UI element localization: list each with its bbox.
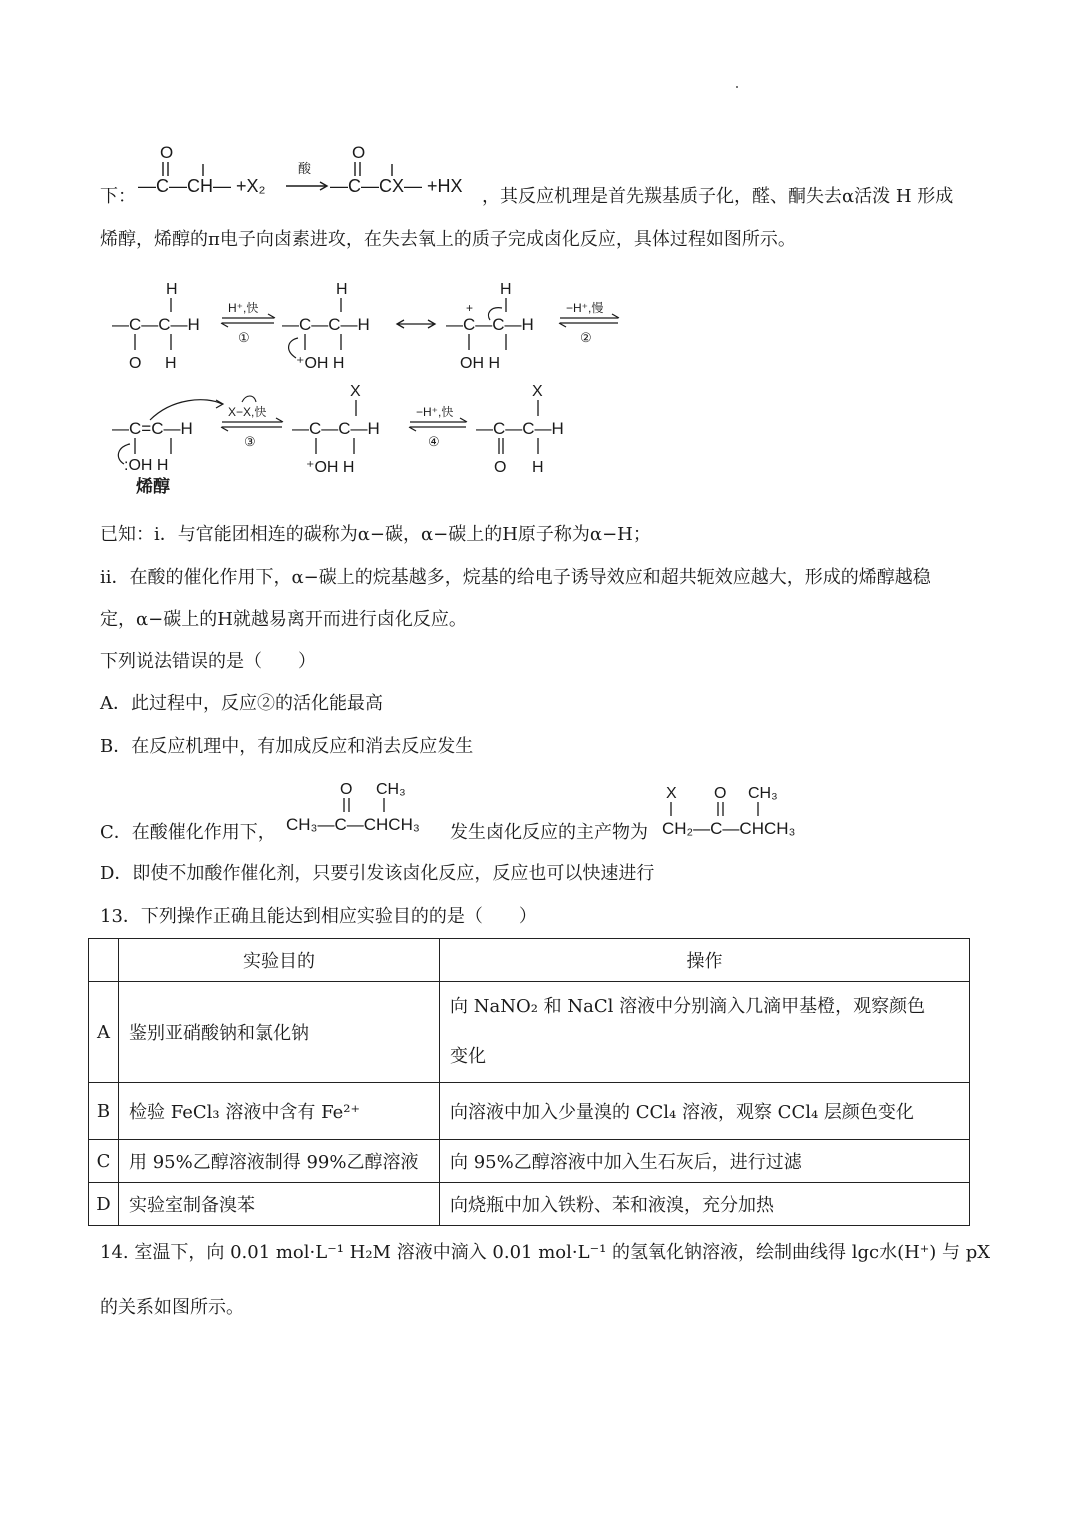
step2-num: ② [580,330,592,345]
svg-text:X: X [666,785,677,802]
svg-text:O: O [714,785,727,802]
svg-text:CH₃—C—CHCH₃: CH₃—C—CHCH₃ [286,815,420,834]
row-operation: 向溶液中加入少量溴的 CCl₄ 溶液，观察 CCl₄ 层颜色变化 [440,1083,970,1140]
svg-text:OH H: OH H [460,355,500,372]
known-ii-line-2: 定，α−碳上的H就越易离开而进行卤化反应。 [100,609,467,630]
row-operation: 向烧瓶中加入铁粉、苯和液溴，充分加热 [440,1183,970,1226]
svg-text:CH₂—C—CHCH₃: CH₂—C—CHCH₃ [662,819,796,838]
row-operation: 向 95%乙醇溶液中加入生石灰后，进行过滤 [440,1140,970,1183]
option-c-product [662,780,832,842]
table-row [89,982,970,1083]
step1-label: H⁺,快 [228,301,259,315]
svg-text:X: X [532,383,543,400]
row-label: C [89,1140,119,1183]
svg-text:—C—C—H: —C—C—H [446,315,534,334]
header-purpose: 实验目的 [119,939,440,982]
svg-text:—C—C—H: —C—C—H [112,315,200,334]
svg-text:—C=C—H: —C=C—H [112,419,193,438]
svg-text:H: H [165,355,177,372]
svg-text:H: H [532,459,544,476]
table-row [89,1140,970,1183]
row-purpose: 鉴别亚硝酸钠和氯化钠 [119,982,440,1083]
svg-text:O: O [340,781,353,798]
svg-text:⁺OH H: ⁺OH H [306,459,355,476]
q13-stem: 13．下列操作正确且能达到相应实验目的的是（ ） [100,906,537,927]
step4-num: ④ [428,434,440,449]
svg-text:H: H [336,281,348,298]
svg-text:H: H [166,281,178,298]
svg-text:—C—C—H: —C—C—H [282,315,370,334]
q12-option-c-mid: 发生卤化反应的主产物为 [450,822,648,843]
svg-text:X: X [350,383,361,400]
halogenation-equation [130,140,490,200]
page-speck [736,86,738,88]
q12-option-c-pre: C．在酸催化作用下， [100,822,276,843]
row-purpose: 检验 FeCl₃ 溶液中含有 Fe²⁺ [119,1083,440,1140]
eq-left: —C—CH— +X₂ [138,176,266,196]
experiment-table [88,938,970,1226]
row-label: A [89,982,119,1083]
svg-text:—C—C—H: —C—C—H [292,419,380,438]
table-header-row [89,939,970,982]
svg-text:O: O [129,355,142,372]
row-purpose: 用 95%乙醇溶液制得 99%乙醇溶液 [119,1140,440,1183]
q12-option-d: D．即使不加酸作催化剂，只要引发该卤化反应，反应也可以快速进行 [100,863,655,884]
svg-text:CH₃: CH₃ [748,785,778,802]
step1-num: ① [238,330,250,345]
table-row [89,1083,970,1140]
row-label: D [89,1183,119,1226]
known-i: 已知：i．与官能团相连的碳称为α−碳，α−碳上的H原子称为α−H； [100,524,651,545]
option-c-reactant [282,776,452,838]
intro-line-2: 烯醇，烯醇的π电子向卤素进攻，在失去氧上的质子完成卤化反应，具体过程如图所示。 [100,229,796,250]
svg-text:+: + [466,301,474,315]
row-operation-line-2: 变化 [450,1046,486,1067]
q12-option-a: A．此过程中，反应②的活化能最高 [100,693,383,714]
row-operation-line-1: 向 NaNO₂ 和 NaCl 溶液中分别滴入几滴甲基橙，观察颜色 [450,996,926,1017]
step4-label: −H⁺,快 [416,405,454,419]
q14-line-2: 的关系如图所示。 [100,1297,244,1318]
svg-text::OH H: :OH H [124,457,169,474]
step3-num: ③ [244,434,256,449]
known-ii-line-1: ii．在酸的催化作用下，α−碳上的烷基越多，烷基的给电子诱导效应和超共轭效应越大，形成的烯醇越稳 [100,567,931,588]
row-operation [440,982,970,1083]
svg-text:⁺OH H: ⁺OH H [296,355,345,372]
enol-label: 烯醇 [136,477,170,496]
header-operation: 操作 [440,939,970,982]
mechanism-row-1 [110,278,630,374]
step3-label: X−X,快 [228,405,267,419]
header-empty-cell [89,939,119,982]
svg-text:H: H [500,281,512,298]
row-purpose: 实验室制备溴苯 [119,1183,440,1226]
q12-option-b: B．在反应机理中，有加成反应和消去反应发生 [100,736,474,757]
eq-o-right: O [352,143,366,162]
step2-label: −H⁺,慢 [566,301,604,315]
row-label: B [89,1083,119,1140]
svg-text:O: O [494,459,507,476]
intro-lead: 下： [100,186,136,207]
q14-line-1: 14. 室温下，向 0.01 mol·L⁻¹ H₂M 溶液中滴入 0.01 mol·L⁻¹ 的氢氧化钠溶液，绘制曲线得 lgc水(H⁺) 与 pX [100,1242,991,1263]
eq-catalyst: 酸 [298,161,312,176]
eq-right: —C—CX— +HX [330,176,463,196]
intro-tail: ，其反应机理是首先羰基质子化，醛、酮失去α活泼 H 形成 [482,186,954,207]
mechanism-row-2 [110,382,590,498]
table-row [89,1183,970,1226]
svg-text:—C—C—H: —C—C—H [476,419,564,438]
eq-o-left: O [160,143,174,162]
q12-stem: 下列说法错误的是（ ） [100,651,316,672]
svg-text:CH₃: CH₃ [376,781,406,798]
